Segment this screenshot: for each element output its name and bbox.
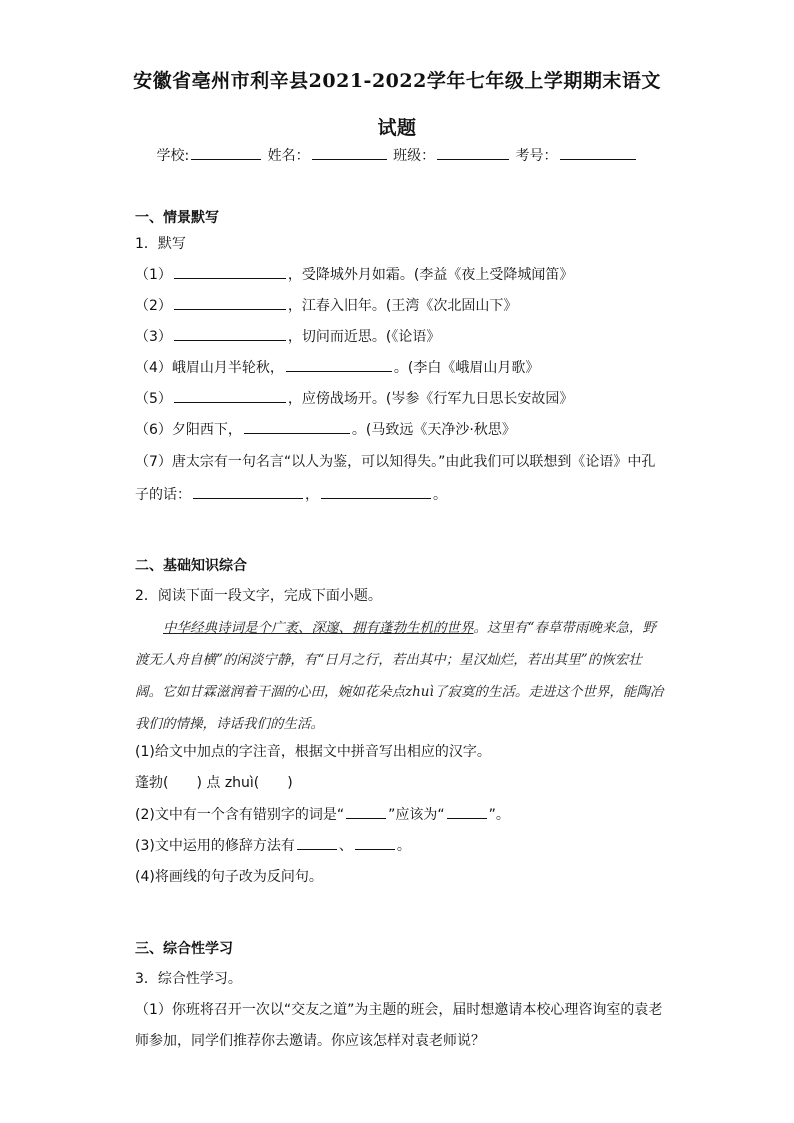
- answer-blank[interactable]: [346, 804, 386, 819]
- exam-no-label: 考号：: [515, 148, 558, 164]
- question-1-label: 1．默写: [135, 236, 186, 252]
- question-2-label: 2．阅读下面一段文字，完成下面小题。: [135, 588, 382, 604]
- q1-item-2: [135, 295, 517, 316]
- section-heading-2: 二、基础知识综合: [135, 558, 247, 574]
- item-text: ，受降城外月如霜。(李益《夜上受降城闻笛》: [287, 267, 574, 283]
- q3-sub-1: （1）你班将召开一次以“交友之道”为主题的班会，届时想邀请本校心理咨询室的袁老师参加，同学们推荐你去邀请。你应该怎样对袁老师说？: [135, 1002, 663, 1049]
- item-text: 。(李白《峨眉山月歌》: [393, 360, 540, 376]
- section-heading-3: 三、综合性学习: [135, 941, 233, 957]
- answer-blank[interactable]: [286, 357, 392, 372]
- underlined-sentence: 中华经典诗词是个广袤、深邃、拥有蓬勃生机的世界: [163, 620, 474, 636]
- q1-item-6: [135, 419, 516, 440]
- item-text: ，江春入旧年。(王湾《次北固山下》: [287, 298, 518, 314]
- page-title-line2: 试题: [377, 117, 417, 139]
- sub-suffix: 。: [396, 838, 411, 854]
- reading-passage: [135, 612, 665, 740]
- item-text: ，应傍战场开。(岑参《行军九日思长安故园》: [287, 391, 574, 407]
- student-info-row: [0, 145, 794, 165]
- item-separator: ，: [305, 487, 319, 503]
- answer-blank[interactable]: [174, 295, 286, 310]
- q1-item-5: [135, 388, 573, 409]
- class-blank[interactable]: [437, 145, 509, 160]
- answer-blank[interactable]: [174, 388, 286, 403]
- item-number: （4）: [135, 360, 172, 376]
- exam-no-blank[interactable]: [560, 145, 636, 160]
- passage-text: 。这里有“春草带雨晚来急，野渡无人舟自横”的闲淡宁静，有“日月之行，若出其中；星汉灿烂，若出其里”的恢宏壮阔。它如甘霖滋润着干涸的心田，婉如花朵点zhuì了寂寞的生活。走进这个世界，能陶冶我们的情操，诗话我们的生活。: [135, 620, 664, 732]
- q2-sub-3: [135, 835, 411, 856]
- item-text: 。(马致远《天净沙·秋思》: [351, 422, 516, 438]
- q1-item-3: [135, 326, 440, 347]
- item-prefix: 峨眉山月半轮秋，: [171, 360, 284, 376]
- class-label: 班级：: [393, 148, 436, 164]
- answer-blank[interactable]: [174, 326, 286, 341]
- answer-blank[interactable]: [355, 835, 395, 850]
- q1-item-4: [135, 357, 539, 378]
- section-heading-1: 一、情景默写: [135, 210, 219, 226]
- school-blank[interactable]: [191, 145, 261, 160]
- item-suffix: 。: [433, 487, 447, 503]
- item-number: （1）: [135, 267, 172, 283]
- item-number: （3）: [135, 329, 172, 345]
- sub-mid: 、: [338, 838, 353, 854]
- answer-blank[interactable]: [244, 419, 350, 434]
- answer-blank[interactable]: [321, 484, 431, 499]
- name-label: 姓名：: [267, 148, 310, 164]
- page-title: 安徽省亳州市利辛县2021-2022学年七年级上学期期末语文: [133, 70, 661, 92]
- sub-prefix: (2)文中有一个含有错别字的词是“: [135, 807, 345, 823]
- item-prefix: 子的话：: [135, 487, 191, 503]
- sub-mid: ”应该为“: [388, 807, 445, 823]
- item-number: （6）: [135, 422, 172, 438]
- answer-blank[interactable]: [193, 484, 303, 499]
- answer-blank[interactable]: [297, 835, 337, 850]
- q2-sub-4: (4)将画线的句子改为反问句。: [135, 869, 323, 885]
- q2-sub-1: (1)给文中加点的字注音，根据文中拼音写出相应的汉字。: [135, 744, 491, 760]
- question-3-label: 3．综合性学习。: [135, 971, 242, 987]
- q1-item-1: [135, 264, 573, 285]
- sub-suffix: ”。: [488, 807, 510, 823]
- item-prefix: 夕阳西下，: [171, 422, 242, 438]
- q1-item-7-line2: [135, 484, 447, 505]
- q2-sub-2: [135, 804, 510, 825]
- name-blank[interactable]: [312, 145, 387, 160]
- answer-blank[interactable]: [174, 264, 286, 279]
- item-number: （2）: [135, 298, 172, 314]
- sub-prefix: (3)文中运用的修辞方法有: [135, 838, 295, 854]
- school-label: 学校:: [156, 148, 190, 164]
- q1-item-7-line1: （7）唐太宗有一句名言“以人为鉴，可以知得失。”由此我们可以联想到《论语》中孔: [135, 454, 656, 470]
- item-text: ，切问而近思。(《论语》: [287, 329, 441, 345]
- q2-sub-1-answer: 蓬勃( ) 点 zhuì( ): [135, 775, 293, 791]
- item-number: （5）: [135, 391, 172, 407]
- answer-blank[interactable]: [447, 804, 487, 819]
